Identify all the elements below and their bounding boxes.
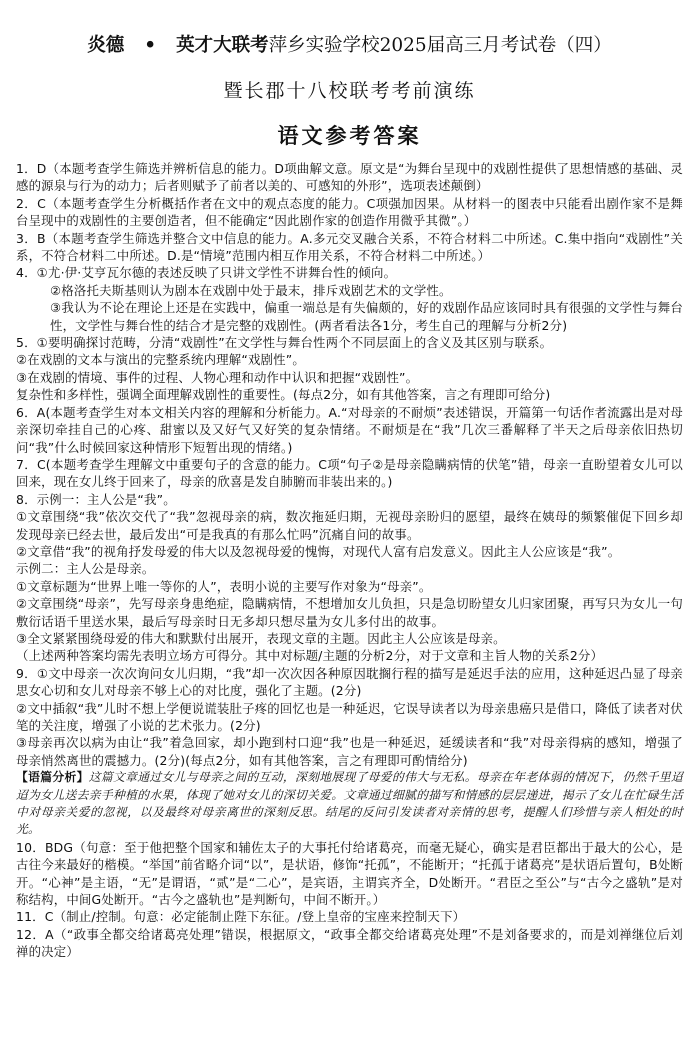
answer-8: 8．示例一：主人公是“我”。	[16, 491, 176, 507]
answer-6: 6．A(本题考查学生对本文相关内容的理解和分析能力。A.“对母亲的不耐烦”表述错误，开篇第一句话作者流露出是对母亲深切牵挂自己的心疼、甜蜜以及又好气又好笑的复杂情绪。不耐烦是在“我”几次三番解释了半天之后母亲依旧热切问“我”什么时候回家这种情形下短暂出现的情绪。)	[16, 404, 683, 455]
answer-3: 3．B（本题考查学生筛选并整合文中信息的能力。A.多元交叉融合关系，不符合材料二中所述。C.集中指向“戏剧性”关系，不符合材料二中所述。D.是“情境”范围内相互作用关系，不符合材料二中所述。）	[16, 230, 683, 264]
answer-4: 4．①尤·伊·艾亨瓦尔德的表述反映了只讲文学性不讲舞台性的倾向。	[16, 265, 397, 281]
answer-8-ex2-point-1: ①文章标题为“世界上唯一等你的人”，表明小说的主要写作对象为“母亲”。	[16, 578, 432, 594]
org-name-2: 英才大联考	[176, 35, 269, 56]
answer-5: 5．①要明确探讨范畴，分清“戏剧性”在文学性与舞台性两个不同层面上的含义及其区别与联系。	[16, 335, 553, 351]
answer-4-point-2: ②格洛托夫斯基则认为剧本在戏剧中处于最末，排斥戏剧艺术的文学性。	[50, 282, 452, 298]
answer-body	[16, 160, 683, 961]
answer-5-point-3: ③在戏剧的情境、事件的过程、人物心理和动作中认识和把握“戏剧性”。	[16, 369, 419, 385]
title-separator: •	[144, 35, 157, 56]
page-title: 语文参考答案	[277, 123, 422, 148]
answer-8-ex1-point-1: ①文章围绕“我”依次交代了“我”忽视母亲的病，数次拖延归期，无视母亲盼归的愿望，最终在姨母的频繁催促下回乡却发现母亲已经去世，最后发出“可是我真的有那么忙吗”沉痛自问的故事。	[16, 509, 683, 542]
answer-11: 11．C（制止/控制。句意：必定能制止陛下东征。/登上皇帝的宝座来控制天下）	[16, 909, 466, 925]
text-analysis	[16, 769, 683, 839]
answer-10: 10．BDG（句意：至于他把整个国家和辅佐太子的大事托付给诸葛亮，而毫无疑心，确实是君臣都出于最大的公心，是古往今来最好的楷模。“举国”前省略介词“以”，是状语，修饰“托孤”，不能断开；“托孤于诸葛亮”是状语后置句，B处断开。“心神”是主语，“无”是谓语，“贰”是“二心”，是宾语，主谓宾齐全，D处断开。“君臣之至公”与“古今之盛轨”是对称结构，中间G处断开。“古今之盛轨也”是判断句，中间不断开。）	[16, 839, 683, 908]
answer-8-note: （上述两种答案均需先表明立场方可得分。其中对标题/主题的分析2分，对于文章和主旨人物的关系2分）	[16, 648, 604, 664]
exam-name: 萍乡实验学校2025届高三月考试卷（四）	[268, 35, 612, 56]
answer-1: 1．D（本题考查学生筛选并辨析信息的能力。D项曲解文意。原文是“为舞台呈现中的戏剧性提供了思想情感的基础、灵感的源泉与行为的动力；后者则赋予了前者以美的、可感知的外形”，选项表述颠倒）	[16, 161, 683, 194]
answer-8-example-2: 示例二：主人公是母亲。	[16, 561, 155, 577]
answer-5-point-2: ②在戏剧的文本与演出的完整系统内理解“戏剧性”。	[16, 352, 305, 368]
answer-8-ex2-point-2: ②文章围绕“母亲”，先写母亲身患绝症，隐瞒病情，不想增加女儿负担，只是急切盼望女儿归家团聚，再写只为女儿一句敷衍话语千里送水果，最后写母亲时日无多却只想尽量为女儿多付出的故事。	[16, 596, 683, 629]
org-name-1: 炎德	[87, 35, 125, 56]
answer-5-note: 复杂性和多样性，强调全面理解戏剧性的重要性。(每点2分，如有其他答案，言之有理即可给分)	[16, 387, 551, 403]
answer-2: 2．C（本题考查学生分析概括作者在文中的观点态度的能力。C项强加因果。从材料一的图表中只能看出剧作家不是舞台呈现中的戏剧性的主要创造者，但不能确定“因此剧作家的创造作用微乎其微”。）	[16, 195, 683, 229]
answer-8-ex2-point-3: ③全文紧紧围绕母爱的伟大和默默付出展开，表现文章的主题。因此主人公应该是母亲。	[16, 630, 506, 646]
answer-4-point-3: ③我认为不论在理论上还是在实践中，偏重一端总是有失偏颇的，好的戏剧作品应该同时具有很强的文学性与舞台性，文学性与舞台性的结合才是完整的戏剧性。(两者看法各1分，考生自己的理解与分析2分)	[50, 300, 683, 333]
answer-7: 7．C(本题考查学生理解文中重要句子的含意的能力。C项“句子②是母亲隐瞒病情的伏笔”错，母亲一直盼望着女儿可以回来，现在女儿终于回来了，母亲的欣喜是发自肺腑而非装出来的。)	[16, 456, 683, 490]
exam-title	[16, 34, 683, 58]
answer-12: 12．A（“政事全都交给诸葛亮处理”错误，根据原文，“政事全都交给诸葛亮处理”不是刘备要求的，而是刘禅继位后刘禅的决定）	[16, 926, 683, 960]
analysis-tag: 【语篇分析】	[16, 770, 89, 785]
answer-8-ex1-point-2: ②文章借“我”的视角抒发母爱的伟大以及忽视母爱的愧悔，对现代人富有启发意义。因此主人公应该是“我”。	[16, 543, 621, 559]
answer-9: 9．①文中母亲一次次询问女儿归期，“我”却一次次因各种原因耽搁行程的描写是延迟手法的应用，这种延迟凸显了母亲思女心切和女儿对母亲不够上心的对比度，强化了主题。(2分)	[16, 665, 683, 699]
answer-9-point-3: ③母亲再次以病为由让“我”着急回家，却小跑到村口迎“我”也是一种延迟，延缓读者和“我”对母亲得病的感知，增强了母亲悄然离世的震撼力。(2分)(每点2分，如有其他答案，言之有理即可酌情给分)	[16, 735, 683, 768]
exam-subtitle: 暨长郡十八校联考考前演练	[223, 80, 476, 102]
answer-9-point-2: ②文中插叙“我”儿时不想上学便说谎装肚子疼的回忆也是一种延迟，它误导读者以为母亲患癌只是借口，降低了读者对伏笔的关注度，增强了小说的艺术张力。(2分)	[16, 700, 683, 733]
analysis-text: 这篇文章通过女儿与母亲之间的互动，深刻地展现了母爱的伟大与无私。母亲在年老体弱的情况下，仍然千里迢迢为女儿送去亲手种植的水果，体现了她对女儿的深切关爱。文章通过细腻的描写和情感的层层递进，揭示了女儿在忙碌生活中对母亲关爱的忽视，以及最终对母亲离世的深刻反思。结尾的反问引发读者对亲情的思考，提醒人们珍惜与亲人相处的时光。	[16, 770, 683, 837]
